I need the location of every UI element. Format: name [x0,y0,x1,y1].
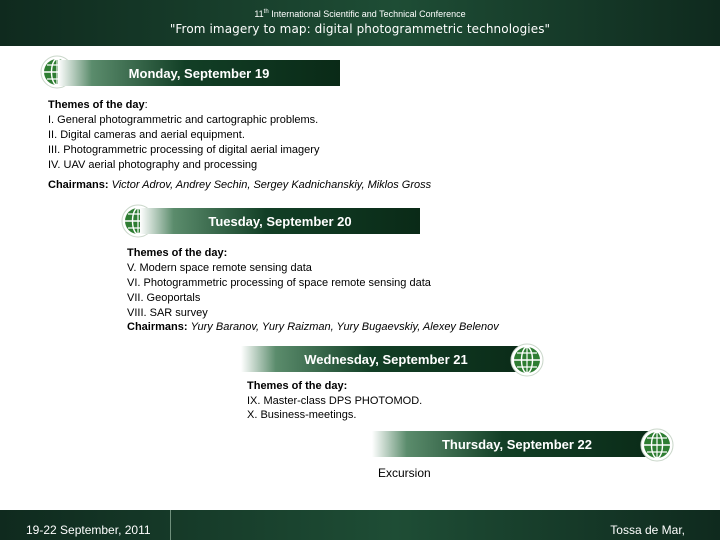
chairmans-names: Victor Adrov, Andrey Sechin, Sergey Kadnichanskiy, Miklos Gross [111,179,432,191]
theme-item: X. Business-meetings. [247,409,357,421]
theme-item: II. Digital cameras and aerial equipment. [48,129,245,141]
theme-item: VIII. SAR survey [127,307,208,319]
theme-item: IX. Master-class DPS PHOTOMOD. [247,395,423,407]
day-label: Wednesday, September 21 [304,351,468,367]
day-bar-wednesday [241,346,531,372]
themes-heading: Themes of the day: [127,247,228,259]
chairmans-names: Yury Baranov, Yury Raizman, Yury Bugaevskiy, Alexey Belenov [190,321,499,333]
footer-banner [0,510,720,540]
themes-heading [48,98,148,113]
day-label: Tuesday, September 20 [208,213,352,229]
excursion-note: Excursion [378,466,431,480]
day-bar-tuesday [140,208,420,234]
globe-icon [640,428,674,462]
themes-heading: Themes of the day: [247,380,348,392]
theme-item: IV. UAV aerial photography and processing [48,159,258,171]
theme-item: VI. Photogrammetric processing of space remote sensing data [127,277,431,289]
chairmans-label: Chairmans: [127,321,188,333]
chairmans-line [127,320,499,335]
globe-icon [510,343,544,377]
conference-title: "From imagery to map: digital photogrammetric technologies" [169,22,551,36]
footer-place: Tossa de Mar, [610,523,685,537]
day-label: Thursday, September 22 [441,436,593,452]
theme-item: I. General photogrammetric and cartographic problems. [48,114,319,126]
theme-item: V. Modern space remote sensing data [127,262,312,274]
day-bar-monday [58,60,340,86]
conference-line [0,9,720,19]
footer-date: 19-22 September, 2011 [26,523,151,537]
theme-item: VII. Geoportals [127,292,201,304]
chairmans-line [48,178,431,193]
header-banner [0,0,720,46]
day-bar-thursday [372,431,662,457]
chairmans-label: Chairmans: [48,179,109,191]
day-label: Monday, September 19 [128,65,270,81]
themes-heading-text: Themes of the day [48,99,145,111]
theme-item: III. Photogrammetric processing of digital aerial imagery [48,144,320,156]
themes-colon: : [144,99,148,111]
conf-ordinal: th [263,9,269,15]
conf-number: 11 [254,9,264,19]
footer-divider [170,510,171,540]
conf-name: International Scientific and Technical Conference [268,9,466,19]
